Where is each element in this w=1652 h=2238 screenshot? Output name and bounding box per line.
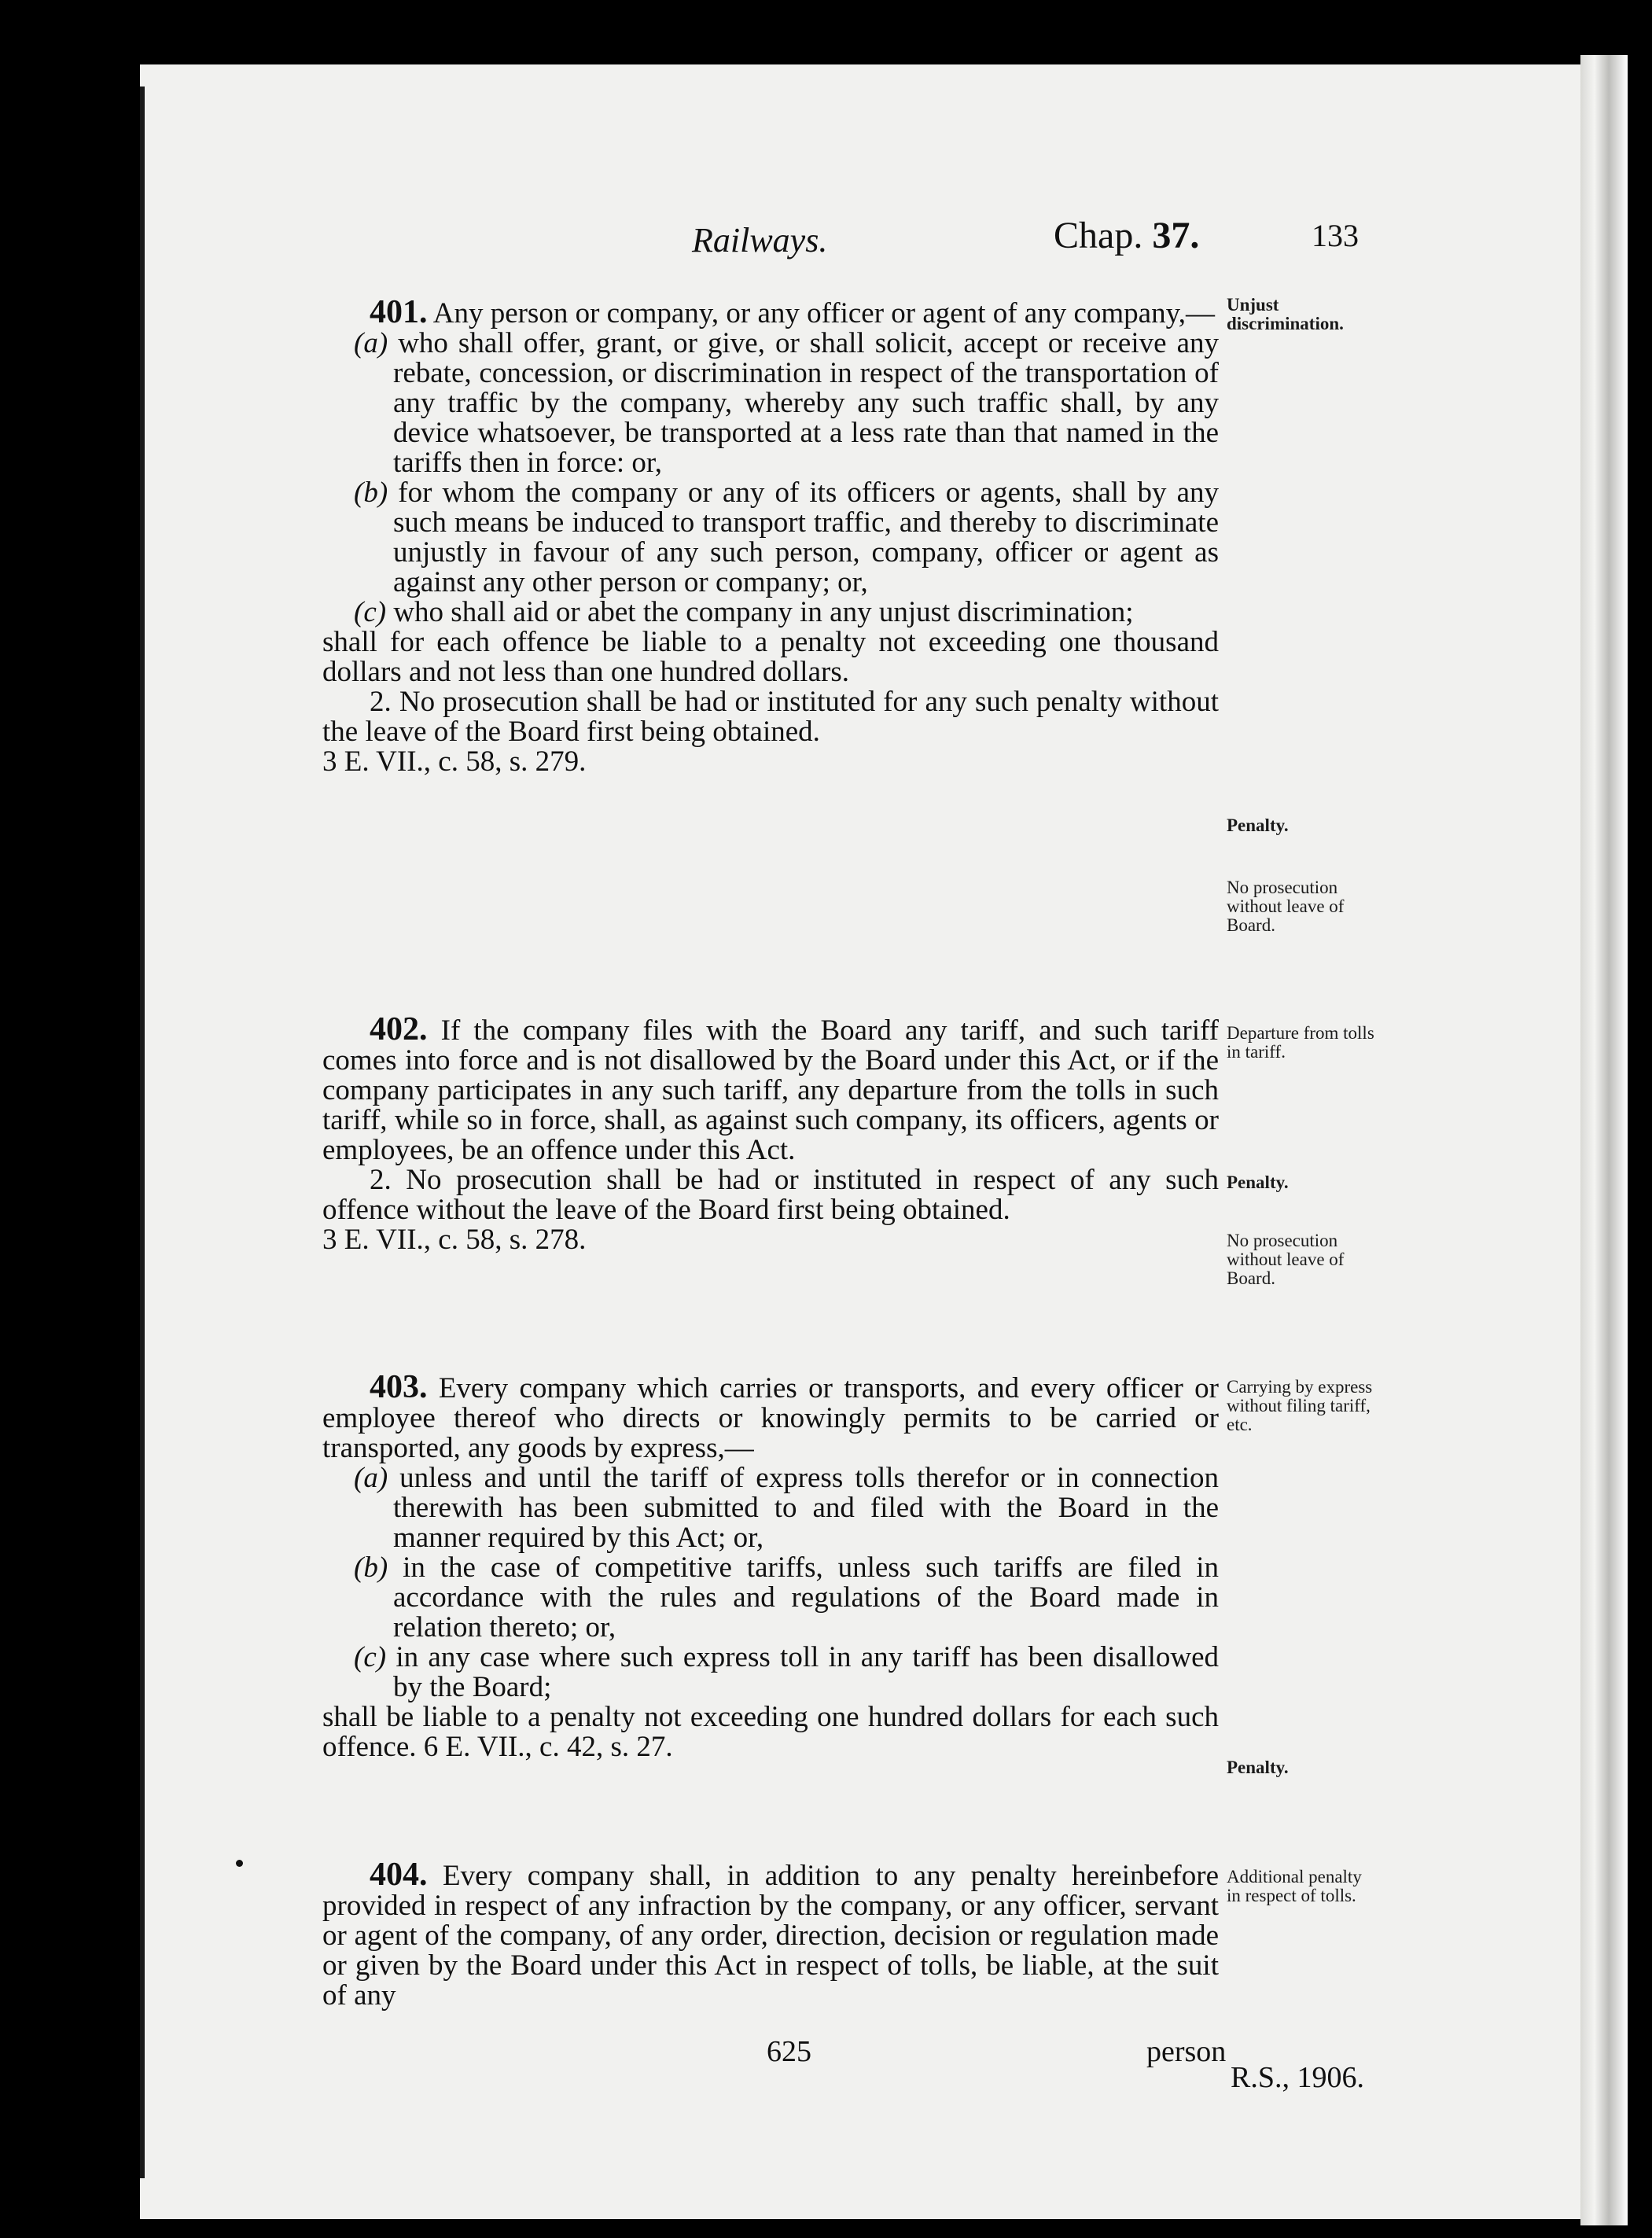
margin-note-no-prosecution-1: No prosecution without leave of Board.	[1227, 878, 1345, 935]
section-number: 401.	[370, 294, 428, 330]
clause-b	[322, 478, 1219, 598]
section-401	[322, 294, 1220, 778]
clause-text: who shall offer, grant, or give, or shall solicit, accept or receive any rebate, concession, or discrimination in respect of the transportation of any traffic by the company, whereby any such traffic shall, by any device whatsoever, be transported at a less rate than that named in the tariffs then in force: or,	[393, 327, 1220, 479]
chapter-prefix: Chap.	[1054, 215, 1143, 256]
section-text: Every company which carries or transports, and every officer or employee thereof who directs or knowingly permits to be carried or transported, any goods by express,—	[322, 1372, 1220, 1464]
penalty-text	[322, 1702, 1219, 1762]
subsection-2: 2. No prosecution shall be had or instituted for any such penalty without the leave of the Board first being obtained.	[322, 686, 1219, 748]
clause-label: (c)	[354, 1641, 387, 1673]
folio-number: 625	[767, 2035, 811, 2068]
clause-text: for whom the company or any of its officers or agents, shall by any such means be induced to transport traffic, and thereby to discriminate unjustly in favour of any such person, company, officer or agent as against any other person or company; or,	[393, 477, 1220, 598]
section-403-intro	[322, 1369, 1220, 1464]
section-text: Any person or company, or any officer or agent of any company,—	[432, 297, 1215, 329]
chapter-label	[1054, 214, 1199, 257]
section-401-intro	[322, 294, 1219, 330]
chapter-number: 37.	[1152, 215, 1200, 256]
margin-note-penalty-1: Penalty.	[1227, 815, 1289, 835]
catchword: person	[1146, 2035, 1227, 2068]
clause-label: (c)	[354, 596, 387, 628]
margin-note-penalty-3: Penalty.	[1227, 1758, 1289, 1777]
subsection-2: 2. No prosecution shall be had or instituted in respect of any such offence without the leave of the Board first being obtained.	[322, 1164, 1219, 1226]
signature-mark: R.S., 1906.	[1231, 2061, 1364, 2094]
section-402-text	[322, 1011, 1220, 1166]
section-404	[322, 1857, 1219, 2012]
running-title: Railways.	[692, 221, 828, 260]
margin-note-penalty-2: Penalty.	[1227, 1172, 1289, 1192]
clause-text: in the case of competitive tariffs, unless such tariffs are filed in accordance with the rules and regulations of the Board made in relation thereto; or,	[393, 1552, 1219, 1644]
section-402	[322, 1011, 1220, 1256]
section-404-text	[322, 1857, 1219, 2012]
section-number: 403.	[370, 1369, 428, 1405]
penalty-text: shall for each offence be liable to a penalty not exceeding one thousand dollars and not less than one hundred dollars.	[322, 626, 1219, 688]
citation: 6 E. VII., c. 42, s. 27.	[423, 1731, 673, 1763]
page-edge	[1580, 55, 1628, 2225]
clause-label: (b)	[354, 477, 388, 509]
clause-label: (a)	[354, 327, 388, 359]
citation: 3 E. VII., c. 58, s. 278.	[322, 1224, 587, 1256]
margin-note-carrying: Carrying by express without filing tariff, etc.	[1227, 1377, 1373, 1434]
margin-note-departure: Departure from tolls in tariff.	[1227, 1023, 1374, 1062]
section-text: Every company shall, in addition to any penalty hereinbefore provided in respect of any infraction by the company, or any officer, servant or agent of the company, of any order, direction, decision or regulation made or given by the Board under this Act in respect of tolls, be liable, at the suit of any	[322, 1860, 1219, 2012]
citation: 3 E. VII., c. 58, s. 279.	[322, 745, 587, 778]
clause-c	[322, 598, 1219, 628]
page-number: 133	[1312, 218, 1359, 253]
clause-label: (b)	[354, 1552, 388, 1584]
margin-note-unjust: Unjust discrimination.	[1227, 295, 1344, 333]
clause-text: unless and until the tariff of express tolls therefor or in connection therewith has been submitted to and filed with the Board in the manner required by this Act; or,	[393, 1462, 1220, 1554]
clause-a	[322, 329, 1219, 478]
ink-speck	[236, 1860, 243, 1867]
clause-text: who shall aid or abet the company in any unjust discrimination;	[393, 596, 1134, 628]
clause-a	[322, 1463, 1219, 1553]
margin-note-additional: Additional penalty in respect of tolls.	[1227, 1867, 1362, 1905]
margin-note-no-prosecution-2: No prosecution without leave of Board.	[1227, 1231, 1345, 1288]
penalty-sentence: shall be liable to a penalty not exceeding one hundred dollars for each such offence.	[322, 1701, 1219, 1763]
gutter-rule	[140, 87, 145, 2178]
clause-b	[322, 1553, 1219, 1643]
clause-label: (a)	[354, 1462, 388, 1494]
section-number: 402.	[370, 1011, 428, 1047]
section-403	[322, 1369, 1220, 1763]
clause-c	[322, 1643, 1219, 1702]
section-number: 404.	[370, 1857, 428, 1893]
clause-text: in any case where such express toll in any tariff has been disallowed by the Board;	[393, 1641, 1220, 1703]
section-text: If the company files with the Board any tariff, and such tariff comes into force and is not disallowed by the Board under this Act, or if the company participates in any such tariff, any departure from the tolls in such tariff, while so in force, shall, as against such company, its officers, agents or employees, be an offence under this Act.	[322, 1014, 1220, 1166]
